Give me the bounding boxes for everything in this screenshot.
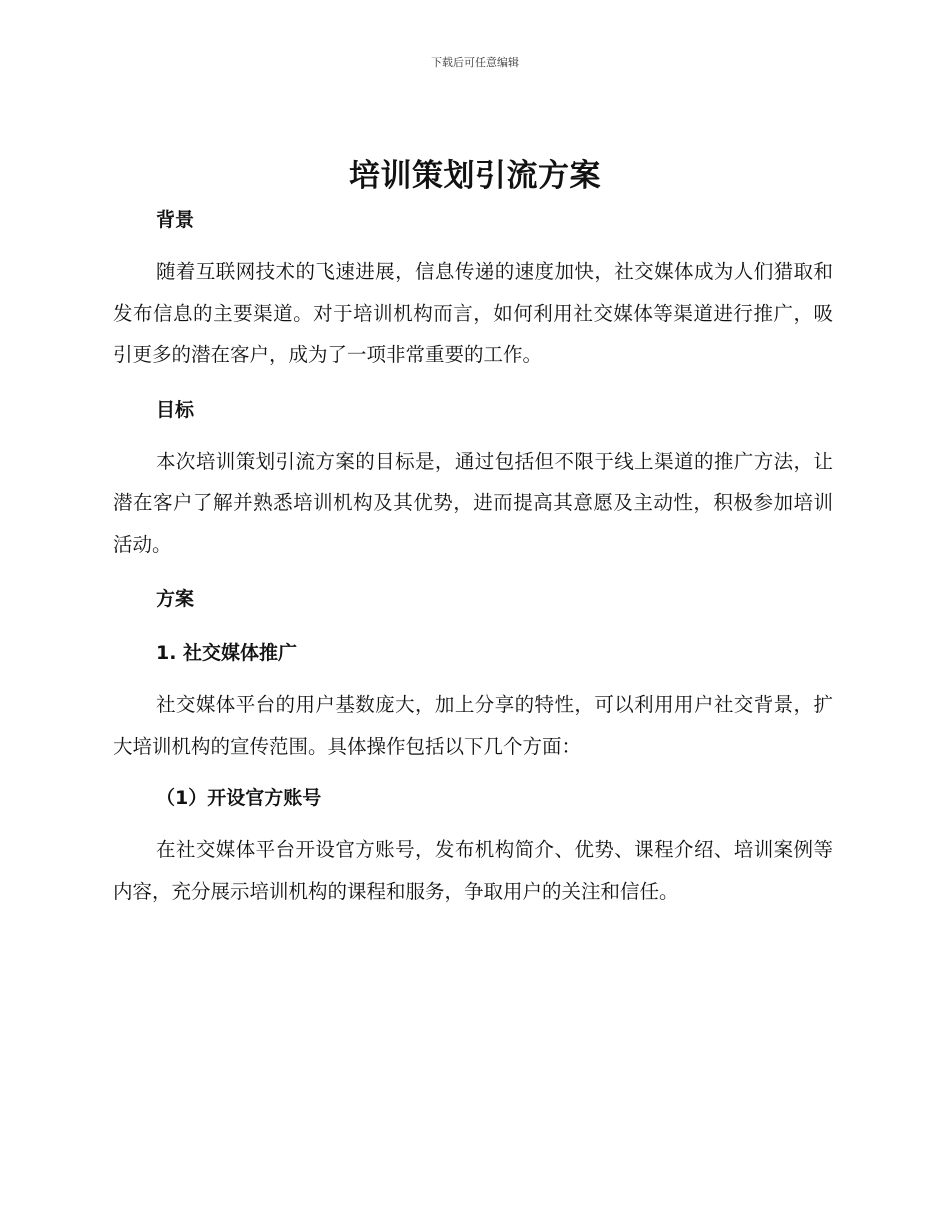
plan-subitem-heading-official-account: （1）开设官方账号 bbox=[156, 787, 322, 809]
header-note: 下载后可任意编辑 bbox=[431, 56, 519, 69]
section-heading-background: 背景 bbox=[156, 209, 195, 231]
plan-item-paragraph-social-media: 社交媒体平台的用户基数庞大，加上分享的特性，可以利用用户社交背景，扩大培训机构的宣传范围。具体操作包括以下几个方面： bbox=[113, 693, 833, 758]
section-heading-goal: 目标 bbox=[156, 398, 195, 421]
document-title: 培训策划引流方案 bbox=[349, 158, 601, 194]
section-paragraph-background: 随着互联网技术的飞速进展，信息传递的速度加快，社交媒体成为人们猎取和发布信息的主要渠道。对于培训机构而言，如何利用社交媒体等渠道进行推广，吸引更多的潜在客户，成为了一项非常重要的工作。 bbox=[113, 260, 833, 366]
document-body bbox=[113, 200, 833, 912]
section-heading-plan: 方案 bbox=[156, 588, 195, 610]
plan-item-heading-social-media: 1. 社交媒体推广 bbox=[156, 642, 298, 664]
section-paragraph-goal: 本次培训策划引流方案的目标是，通过包括但不限于线上渠道的推广方法，让潜在客户了解并熟悉培训机构及其优势，进而提高其意愿及主动性，积极参加培训活动。 bbox=[113, 449, 833, 556]
plan-subitem-paragraph-official-account: 在社交媒体平台开设官方账号，发布机构简介、优势、课程介绍、培训案例等内容，充分展示培训机构的课程和服务，争取用户的关注和信任。 bbox=[113, 838, 833, 903]
